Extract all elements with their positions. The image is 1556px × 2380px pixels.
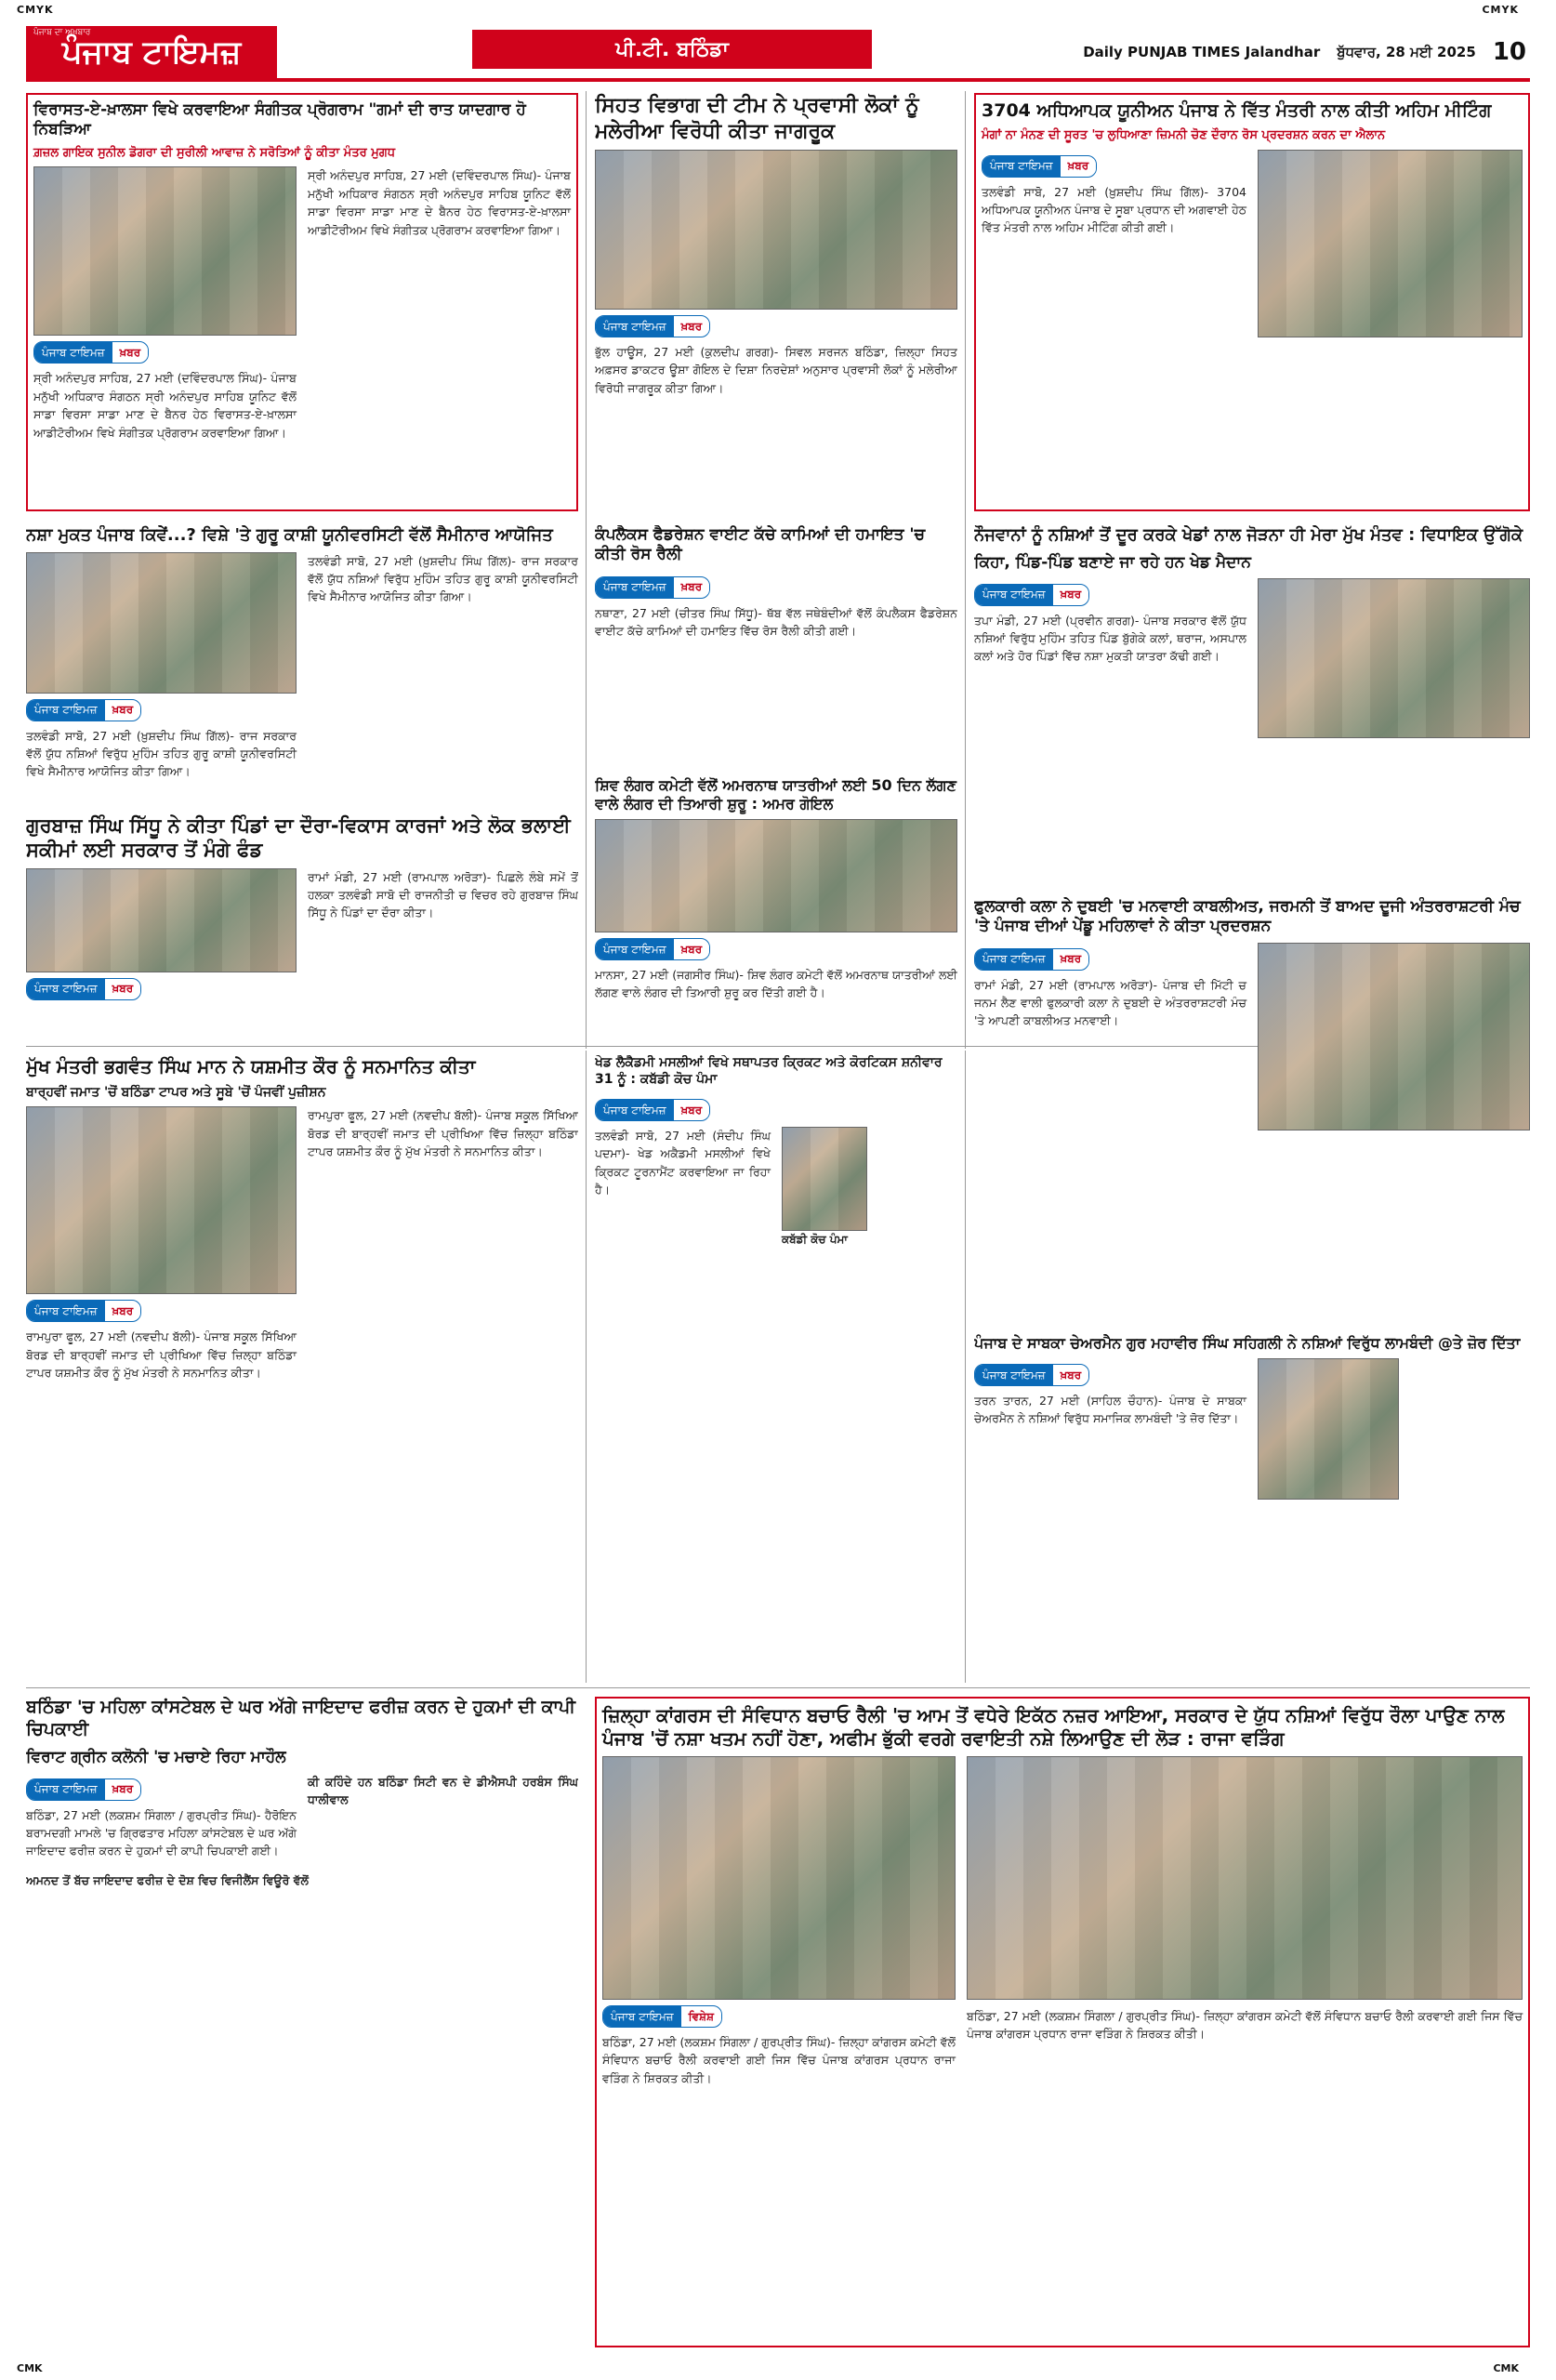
- story-constable-property-freeze: [26, 1697, 578, 2347]
- story-ex-chairman-drugs: [974, 1334, 1530, 1683]
- news-photo-crowd: [967, 1756, 1523, 2000]
- story-cm-honours-student: [26, 1055, 578, 1650]
- story-body-continued: ਸ੍ਰੀ ਅਨੰਦਪੁਰ ਸਾਹਿਬ, 27 ਮਈ (ਦਵਿੰਦਰਪਾਲ ਸਿੰਘ)- ਪੰਜਾਬ ਮਨੁੱਖੀ ਅਧਿਕਾਰ ਸੰਗਠਨ ਸ੍ਰੀ ਅਨੰਦਪੁਰ ਸਾਹਿਬ ਯੂਨਿਟ ਵੱਲੋਂ ਸਾਡਾ ਵਿਰਸਾ ਸਾਡਾ ਮਾਣ ਦੇ ਬੈਨਰ ਹੇਠ ਵਿਰਾਸਤ-ਏ-ਖ਼ਾਲਸਾ ਆਡੀਟੋਰੀਅਮ ਵਿਖੇ ਸੰਗੀਤਕ ਪ੍ਰੋਗਰਾਮ ਕਰਵਾਇਆ ਗਿਆ।: [308, 168, 571, 237]
- story-body: ਰਾਮਾਂ ਮੰਡੀ, 27 ਮਈ (ਰਾਮਪਾਲ ਅਰੋੜਾ)- ਪਿਛਲੇ ਲੰਬੇ ਸਮੇਂ ਤੋਂ ਹਲਕਾ ਤਲਵੰਡੀ ਸਾਬੋ ਦੀ ਰਾਜਨੀਤੀ ਚ ਵਿਚਰ ਰਹੇ ਗੁਰਬਾਜ਼ ਸਿੰਘ ਸਿੱਧੂ ਨੇ ਪਿੰਡਾਂ ਦਾ ਦੌਰਾ ਕੀਤਾ।: [308, 869, 578, 920]
- headline: ਬਠਿੰਡਾ 'ਚ ਮਹਿਲਾ ਕਾਂਸਟੇਬਲ ਦੇ ਘਰ ਅੱਗੇ ਜਾਇਦਾਦ ਫਰੀਜ਼ ਕਰਨ ਦੇ ਹੁਕਮਾਂ ਦੀ ਕਾਪੀ ਚਿਪਕਾਈ: [26, 1697, 575, 1739]
- headline: ਨਸ਼ਾ ਮੁਕਤ ਪੰਜਾਬ ਕਿਵੇਂ...? ਵਿਸ਼ੇ 'ਤੇ ਗੁਰੂ ਕਾਸ਼ੀ ਯੂਨੀਵਰਸਿਟੀ ਵੱਲੋਂ ਸੈਮੀਨਾਰ ਆਯੋਜਿਤ: [26, 525, 553, 545]
- story-body: ਤਲਵੰਡੀ ਸਾਬੋ, 27 ਮਈ (ਸੰਦੀਪ ਸਿੰਘ ਪਦਮਾ)- ਖੇਡ ਅਕੈਡਮੀ ਮਸਲੀਆਂ ਵਿਖੇ ਕ੍ਰਿਕਟ ਟੂਰਨਾਮੈਂਟ ਕਰਵਾਇਆ ਜਾ ਰਿਹਾ ਹੈ।: [595, 1129, 771, 1197]
- subheadline: ਮੰਗਾਂ ਨਾ ਮੰਨਣ ਦੀ ਸੂਰਤ 'ਚ ਲੁਧਿਆਣਾ ਜ਼ਿਮਨੀ ਚੋਣ ਦੌਰਾਨ ਰੋਸ ਪ੍ਰਦਰਸ਼ਨ ਕਰਨ ਦਾ ਐਲਾਨ: [982, 127, 1386, 142]
- story-teachers-union-meeting: [974, 93, 1530, 511]
- headline: ਨੌਜਵਾਨਾਂ ਨੂੰ ਨਸ਼ਿਆਂ ਤੋਂ ਦੂਰ ਕਰਕੇ ਖੇਡਾਂ ਨਾਲ ਜੋੜਨਾ ਹੀ ਮੇਰਾ ਮੁੱਖ ਮੰਤਵ : ਵਿਧਾਇਕ ਉੱਗੋਕੇ: [974, 525, 1523, 545]
- column-divider: [965, 1051, 966, 1683]
- story-body-continued: ਰਾਮਪੁਰਾ ਫੂਲ, 27 ਮਈ (ਨਵਦੀਪ ਬੱਲੀ)- ਪੰਜਾਬ ਸਕੂਲ ਸਿੱਖਿਆ ਬੋਰਡ ਦੀ ਬਾਰ੍ਹਵੀਂ ਜਮਾਤ ਦੀ ਪ੍ਰੀਖਿਆ ਵਿੱਚ ਜ਼ਿਲ੍ਹਾ ਬਠਿੰਡਾ ਟਾਪਰ ਯਸ਼ਮੀਤ ਕੌਰ ਨੂੰ ਮੁੱਖ ਮੰਤਰੀ ਨੇ ਸਨਮਾਨਿਤ ਕੀਤਾ।: [308, 1108, 578, 1158]
- registration-mark-top-right: CMYK: [1482, 4, 1519, 16]
- edition-label: ਪੀ.ਟੀ. ਬਠਿੰਡਾ: [472, 30, 872, 69]
- byline: ਪੰਜਾਬ ਟਾਇਮਜ਼ ਖ਼ਬਰ: [26, 699, 141, 721]
- byline: ਪੰਜਾਬ ਟਾਇਮਜ਼ ਖ਼ਬਰ: [33, 341, 149, 364]
- news-photo: [595, 819, 957, 932]
- issue-date: ਬੁੱਧਵਾਰ, 28 ਮਈ 2025: [1337, 44, 1476, 60]
- brand-name: ਪੰਜਾਬ ਟਾਇਮਜ਼: [61, 33, 242, 71]
- masthead: [26, 26, 1530, 82]
- story-drug-free-seminar: [26, 525, 578, 804]
- story-body: ਤਲਵੰਡੀ ਸਾਬੋ, 27 ਮਈ (ਖ਼ੁਸ਼ਦੀਪ ਸਿੰਘ ਗਿੱਲ)- 3704 ਅਧਿਆਪਕ ਯੂਨੀਅਨ ਪੰਜਾਬ ਦੇ ਸੂਬਾ ਪ੍ਰਧਾਨ ਦੀ ਅਗਵਾਈ ਹੇਠ ਵਿੱਤ ਮੰਤਰੀ ਨਾਲ ਅਹਿਮ ਮੀਟਿੰਗ ਕੀਤੀ ਗਈ।: [982, 184, 1246, 235]
- brand-logo: [26, 26, 277, 78]
- story-body: ਤਪਾ ਮੰਡੀ, 27 ਮਈ (ਪ੍ਰਵੀਨ ਗਰਗ)- ਪੰਜਾਬ ਸਰਕਾਰ ਵੱਲੋਂ ਯੁੱਧ ਨਸ਼ਿਆਂ ਵਿਰੁੱਧ ਮੁਹਿੰਮ ਤਹਿਤ ਪਿੰਡ ਬੁੱਗੇਕੇ ਕਲਾਂ, ਥਰਾਜ, ਅਸਪਾਲ ਕਲਾਂ ਅਤੇ ਹੋਰ ਪਿੰਡਾਂ ਵਿੱਚ ਨਸ਼ਾ ਮੁਕਤੀ ਯਾਤਰਾ ਕੱਢੀ ਗਈ।: [974, 613, 1246, 664]
- news-photo: [26, 1106, 297, 1294]
- story-body: ਰਾਮਾਂ ਮੰਡੀ, 27 ਮਈ (ਰਾਮਪਾਲ ਅਰੋੜਾ)- ਪੰਜਾਬ ਦੀ ਮਿੱਟੀ ਚ ਜਨਮ ਲੈਣ ਵਾਲੀ ਫੁਲਕਾਰੀ ਕਲਾ ਨੇ ਦੁਬਈ ਦੇ ਅੰਤਰਰਾਸ਼ਟਰੀ ਮੰਚ 'ਤੇ ਆਪਣੀ ਕਾਬਲੀਅਤ ਮਨਵਾਈ।: [974, 977, 1246, 1028]
- sidebar-box-title-2: ਅਮਨਦ ਤੋਂ ਬੱਚ ਜਾਇਦਾਦ ਫਰੀਜ਼ ਦੇ ਦੋਸ਼ ਵਿਚ ਵਿਜੀਲੈਂਸ ਵਿਊਰੋ ਵੱਲੋਂ: [26, 1872, 309, 1887]
- registration-mark-bottom-right: CMK: [1493, 2362, 1519, 2374]
- page-number: 10: [1492, 38, 1526, 66]
- headline: ਪੰਜਾਬ ਦੇ ਸਾਬਕਾ ਚੇਅਰਮੈਨ ਗੁਰ ਮਹਾਵੀਰ ਸਿੰਘ ਸਹਿਗਲੀ ਨੇ ਨਸ਼ਿਆਂ ਵਿਰੁੱਧ ਲਾਮਬੰਦੀ @ਤੇ ਜ਼ੋਰ ਦਿੱਤਾ: [974, 1334, 1521, 1352]
- headline: ਕੰਪਲੈਕਸ ਫੈਡਰੇਸ਼ਨ ਵਾਈਟ ਕੱਚੇ ਕਾਮਿਆਂ ਦੀ ਹਮਾਇਤ 'ਚ ਕੀਤੀ ਰੋਸ ਰੈਲੀ: [595, 525, 926, 564]
- brand-tagline: ਪੰਜਾਬ ਦਾ ਅਖ਼ਬਾਰ: [33, 28, 91, 37]
- headline: ਖੇਡ ਲੈਕੈਡਮੀ ਮਸਲੀਆਂ ਵਿਖੇ ਸਥਾਪਤਰ ਕ੍ਰਿਕਟ ਅਤੇ ਕੋਰਟਿਕਸ ਸ਼ਨੀਵਾਰ 31 ਨੂੰ : ਕਬੱਡੀ ਕੋਚ ਪੰਮਾ: [595, 1055, 943, 1087]
- byline: ਪੰਜਾਬ ਟਾਇਮਜ਼ ਖ਼ਬਰ: [982, 155, 1097, 178]
- news-photo: [26, 868, 297, 972]
- byline: ਪੰਜਾਬ ਟਾਇਮਜ਼ ਖ਼ਬਰ: [974, 1364, 1089, 1386]
- byline: ਪੰਜਾਬ ਟਾਇਮਜ਼ ਖ਼ਬਰ: [26, 978, 141, 1000]
- story-body: ਭੁੱਲ ਹਾਊਸ, 27 ਮਈ (ਕੁਲਦੀਪ ਗਰਗ)- ਸਿਵਲ ਸਰਜਨ ਬਠਿੰਡਾ, ਜ਼ਿਲ੍ਹਾ ਸਿਹਤ ਅਫ਼ਸਰ ਡਾਕਟਰ ਊਸ਼ਾ ਗੋਇਲ ਦੇ ਦਿਸ਼ਾ ਨਿਰਦੇਸ਼ਾਂ ਅਨੁਸਾਰ ਪ੍ਰਵਾਸੀ ਲੋਕਾਂ ਨੂੰ ਮਲੇਰੀਆ ਵਿਰੋਧੀ ਜਾਗਰੂਕ ਕੀਤਾ ਗਿਆ।: [595, 345, 957, 395]
- story-body: ਬਠਿੰਡਾ, 27 ਮਈ (ਲਕਸ਼ਮ ਸਿੰਗਲਾ / ਗੁਰਪ੍ਰੀਤ ਸਿੰਘ)- ਹੈਰੋਇਨ ਬਰਾਮਦਗੀ ਮਾਮਲੇ 'ਚ ਗ੍ਰਿਫਤਾਰ ਮਹਿਲਾ ਕਾਂਸਟੇਬਲ ਦੇ ਘਰ ਅੱਗੇ ਜਾਇਦਾਦ ਫਰੀਜ਼ ਕਰਨ ਦੇ ਹੁਕਮਾਂ ਦੀ ਕਾਪੀ ਚਿਪਕਾਈ ਗਈ।: [26, 1807, 297, 1858]
- sidebar-box-title: ਕੀ ਕਹਿੰਦੇ ਹਨ ਬਠਿੰਡਾ ਸਿਟੀ ਵਨ ਦੇ ਡੀਐਸਪੀ ਹਰਬੰਸ ਸਿੰਘ ਧਾਲੀਵਾਲ: [308, 1774, 578, 1806]
- registration-mark-bottom-left: CMK: [17, 2362, 43, 2374]
- headline: ਸ਼ਿਵ ਲੰਗਰ ਕਮੇਟੀ ਵੱਲੋਂ ਅਮਰਨਾਥ ਯਾਤਰੀਆਂ ਲਈ 50 ਦਿਨ ਲੱਗਣ ਵਾਲੇ ਲੰਗਰ ਦੀ ਤਿਆਰੀ ਸ਼ੁਰੂ : ਅਮਰ ਗੋਇਲ: [595, 776, 956, 813]
- story-body: ਨਥਾਣਾ, 27 ਮਈ (ਚੀਤਰ ਸਿੰਘ ਸਿੱਧੂ)- ਥੱਬ ਵੱਲ ਜਥੇਬੰਦੀਆਂ ਵੱਲੋਂ ਕੰਪਲੈਕਸ ਫੈਡਰੇਸ਼ਨ ਵਾਈਟ ਕੱਚੇ ਕਾਮਿਆਂ ਦੀ ਹਮਾਇਤ ਵਿੱਚ ਰੋਸ ਰੈਲੀ ਕੀਤੀ ਗਈ।: [595, 605, 957, 638]
- byline: ਪੰਜਾਬ ਟਾਇਮਜ਼ ਖ਼ਬਰ: [595, 1099, 710, 1121]
- column-divider: [965, 91, 966, 1049]
- headline: ਵਿਰਾਸਤ-ਏ-ਖ਼ਾਲਸਾ ਵਿਖੇ ਕਰਵਾਇਆ ਸੰਗੀਤਕ ਪ੍ਰੋਗਰਾਮ "ਗਮਾਂ ਦੀ ਰਾਤ ਯਾਦਗਾਰ ਹੋ ਨਿਬੜਿਆ: [33, 100, 526, 139]
- story-body-continued: ਬਠਿੰਡਾ, 27 ਮਈ (ਲਕਸ਼ਮ ਸਿੰਗਲਾ / ਗੁਰਪ੍ਰੀਤ ਸਿੰਘ)- ਜ਼ਿਲ੍ਹਾ ਕਾਂਗਰਸ ਕਮੇਟੀ ਵੱਲੋਂ ਸੰਵਿਧਾਨ ਬਚਾਓ ਰੈਲੀ ਕਰਵਾਈ ਗਈ ਜਿਸ ਵਿੱਚ ਪੰਜਾਬ ਕਾਂਗਰਸ ਪ੍ਰਧਾਨ ਰਾਜਾ ਵੜਿੰਗ ਨੇ ਸ਼ਿਰਕਤ ਕੀਤੀ।: [967, 2009, 1523, 2042]
- photo-caption: ਕਬੱਡੀ ਕੋਚ ਪੰਮਾ: [782, 1233, 848, 1246]
- story-amarnath-langar: [595, 776, 957, 1041]
- story-body-continued: ਤਲਵੰਡੀ ਸਾਬੋ, 27 ਮਈ (ਖ਼ੁਸ਼ਦੀਪ ਸਿੰਘ ਗਿੱਲ)- ਰਾਜ ਸਰਕਾਰ ਵੱਲੋਂ ਯੁੱਧ ਨਸ਼ਿਆਂ ਵਿਰੁੱਧ ਮੁਹਿੰਮ ਤਹਿਤ ਗੁਰੂ ਕਾਸ਼ੀ ਯੂਨੀਵਰਸਿਟੀ ਵਿਖੇ ਸੈਮੀਨਾਰ ਆਯੋਜਿਤ ਕੀਤਾ ਗਿਆ।: [308, 553, 578, 604]
- story-body: ਤਲਵੰਡੀ ਸਾਬੋ, 27 ਮਈ (ਖ਼ੁਸ਼ਦੀਪ ਸਿੰਘ ਗਿੱਲ)- ਰਾਜ ਸਰਕਾਰ ਵੱਲੋਂ ਯੁੱਧ ਨਸ਼ਿਆਂ ਵਿਰੁੱਧ ਮੁਹਿੰਮ ਤਹਿਤ ਗੁਰੂ ਕਾਸ਼ੀ ਯੂਨੀਵਰਸਿਟੀ ਵਿਖੇ ਸੈਮੀਨਾਰ ਆਯੋਜਿਤ ਕੀਤਾ ਗਿਆ।: [26, 728, 297, 779]
- subheadline: ਵਿਰਾਟ ਗ੍ਰੀਨ ਕਲੋਨੀ 'ਚ ਮਚਾਏ ਰਿਹਾ ਮਾਹੌਲ: [26, 1747, 286, 1766]
- byline: ਪੰਜਾਬ ਟਾਇਮਜ਼ ਖ਼ਬਰ: [595, 938, 710, 960]
- news-photo: [33, 166, 297, 336]
- story-body: ਤਰਨ ਤਾਰਨ, 27 ਮਈ (ਸਾਹਿਲ ਚੌਹਾਨ)- ਪੰਜਾਬ ਦੇ ਸਾਬਕਾ ਚੇਅਰਮੈਨ ਨੇ ਨਸ਼ਿਆਂ ਵਿਰੁੱਧ ਸਮਾਜਿਕ ਲਾਮਬੰਦੀ 'ਤੇ ਜ਼ੋਰ ਦਿੱਤਾ।: [974, 1394, 1246, 1426]
- paper-name: Daily PUNJAB TIMES Jalandhar: [1083, 44, 1321, 60]
- story-village-visit: [26, 813, 578, 1041]
- byline: ਪੰਜਾਬ ਟਾਇਮਜ਼ ਖ਼ਬਰ: [974, 948, 1089, 971]
- byline: ਪੰਜਾਬ ਟਾਇਮਜ਼ ਵਿਸ਼ੇਸ਼: [602, 2005, 722, 2028]
- byline: ਪੰਜਾਬ ਟਾਇਮਜ਼ ਖ਼ਬਰ: [26, 1778, 141, 1801]
- headline: ਮੁੱਖ ਮੰਤਰੀ ਭਗਵੰਤ ਸਿੰਘ ਮਾਨ ਨੇ ਯਸ਼ਮੀਤ ਕੌਰ ਨੂੰ ਸਨਮਾਨਿਤ ਕੀਤਾ: [26, 1055, 476, 1078]
- portrait-photo: [782, 1127, 867, 1231]
- byline: ਪੰਜਾਬ ਟਾਇਮਜ਼ ਖ਼ਬਰ: [595, 576, 710, 599]
- byline: ਪੰਜਾਬ ਟਾਇਮਜ਼ ਖ਼ਬਰ: [26, 1300, 141, 1322]
- headline: ਸਿਹਤ ਵਿਭਾਗ ਦੀ ਟੀਮ ਨੇ ਪ੍ਰਵਾਸੀ ਲੋਕਾਂ ਨੂੰ ਮਲੇਰੀਆ ਵਿਰੋਧੀ ਕੀਤਾ ਜਾਗਰੂਕ: [595, 94, 919, 143]
- headline: ਗੁਰਬਾਜ਼ ਸਿੰਘ ਸਿੱਧੂ ਨੇ ਕੀਤਾ ਪਿੰਡਾਂ ਦਾ ਦੌਰਾ-ਵਿਕਾਸ ਕਾਰਜਾਂ ਅਤੇ ਲੋਕ ਭਲਾਈ ਸਕੀਮਾਂ ਲਈ ਸਰਕਾਰ ਤੋਂ ਮੰਗੇ ਫੰਡ: [26, 814, 571, 862]
- story-phulkari-dubai: [974, 897, 1530, 1325]
- column-divider: [586, 1051, 587, 1683]
- news-photo: [602, 1756, 956, 2000]
- subheadline: ਗ਼ਜ਼ਲ ਗਾਇਕ ਸੁਨੀਲ ਡੋਗਰਾ ਦੀ ਸੁਰੀਲੀ ਆਵਾਜ਼ ਨੇ ਸਰੋਤਿਆਂ ਨੂੰ ਕੀਤਾ ਮੰਤਰ ਮੁਗਧ: [33, 145, 396, 160]
- headline: ਜ਼ਿਲ੍ਹਾ ਕਾਂਗਰਸ ਦੀ ਸੰਵਿਧਾਨ ਬਚਾਓ ਰੈਲੀ 'ਚ ਆਮ ਤੋਂ ਵਧੇਰੇ ਇਕੱਠ ਨਜ਼ਰ ਆਇਆ, ਸਰਕਾਰ ਦੇ ਯੁੱਧ ਨਸ਼ਿਆਂ ਵਿਰੁੱਧ ਰੌਲਾ ਪਾਉਣ ਨਾਲ ਪੰਜਾਬ 'ਚੋਂ ਨਸ਼ਾ ਖਤਮ ਨਹੀਂ ਹੋਣਾ, ਅਫੀਮ ਭੁੱਕੀ ਵਰਗੇ ਰਵਾਇਤੀ ਨਸ਼ੇ ਲਿਆਉਣ ਦੀ ਲੋੜ : ਰਾਜਾ ਵੜਿੰਗ: [602, 1704, 1505, 1750]
- story-cricket-tournament: [595, 1055, 957, 1650]
- news-photo: [1258, 150, 1523, 337]
- page-meta: [1083, 26, 1530, 78]
- story-body: ਰਾਮਪੁਰਾ ਫੂਲ, 27 ਮਈ (ਨਵਦੀਪ ਬੱਲੀ)- ਪੰਜਾਬ ਸਕੂਲ ਸਿੱਖਿਆ ਬੋਰਡ ਦੀ ਬਾਰ੍ਹਵੀਂ ਜਮਾਤ ਦੀ ਪ੍ਰੀਖਿਆ ਵਿੱਚ ਜ਼ਿਲ੍ਹਾ ਬਠਿੰਡਾ ਟਾਪਰ ਯਸ਼ਮੀਤ ਕੌਰ ਨੂੰ ਮੁੱਖ ਮੰਤਰੀ ਨੇ ਸਨਮਾਨਿਤ ਕੀਤਾ।: [26, 1329, 297, 1380]
- news-photo: [595, 150, 957, 310]
- byline: ਪੰਜਾਬ ਟਾਇਮਜ਼ ਖ਼ਬਰ: [974, 584, 1089, 606]
- portrait-photo: [1258, 1358, 1399, 1500]
- byline: ਪੰਜਾਬ ਟਾਇਮਜ਼ ਖ਼ਬਰ: [595, 315, 710, 337]
- story-protest-rally: [595, 525, 957, 767]
- story-body: ਮਾਨਸਾ, 27 ਮਈ (ਜਗਸੀਰ ਸਿੰਘ)- ਸ਼ਿਵ ਲੰਗਰ ਕਮੇਟੀ ਵੱਲੋਂ ਅਮਰਨਾਥ ਯਾਤਰੀਆਂ ਲਈ ਲੱਗਣ ਵਾਲੇ ਲੰਗਰ ਦੀ ਤਿਆਰੀ ਸ਼ੁਰੂ ਕਰ ਦਿੱਤੀ ਗਈ ਹੈ।: [595, 968, 957, 1000]
- story-congress-rally: [595, 1697, 1530, 2347]
- subheadline: ਕਿਹਾ, ਪਿੰਡ-ਪਿੰਡ ਬਣਾਏ ਜਾ ਰਹੇ ਹਨ ਖੇਡ ਮੈਦਾਨ: [974, 552, 1251, 572]
- story-virasat-concert: [26, 93, 578, 511]
- headline: 3704 ਅਧਿਆਪਕ ਯੂਨੀਅਨ ਪੰਜਾਬ ਨੇ ਵਿੱਤ ਮੰਤਰੀ ਨਾਲ ਕੀਤੀ ਅਹਿਮ ਮੀਟਿੰਗ: [982, 100, 1492, 121]
- column-divider: [586, 91, 587, 1049]
- story-malaria-awareness: [595, 93, 957, 511]
- news-photo: [1258, 943, 1530, 1130]
- headline: ਫੁਲਕਾਰੀ ਕਲਾ ਨੇ ਦੁਬਈ 'ਚ ਮਨਵਾਈ ਕਾਬਲੀਅਤ, ਜਰਮਨੀ ਤੋਂ ਬਾਅਦ ਦੂਜੀ ਅੰਤਰਰਾਸ਼ਟਰੀ ਮੰਚ 'ਤੇ ਪੰਜਾਬ ਦੀਆਂ ਪੇਂਡੂ ਮਹਿਲਾਵਾਂ ਨੇ ਕੀਤਾ ਪ੍ਰਦਰਸ਼ਨ: [974, 897, 1521, 936]
- news-photo: [26, 552, 297, 694]
- news-photo: [1258, 578, 1530, 738]
- row-divider: [26, 1687, 1530, 1688]
- story-body: ਸ੍ਰੀ ਅਨੰਦਪੁਰ ਸਾਹਿਬ, 27 ਮਈ (ਦਵਿੰਦਰਪਾਲ ਸਿੰਘ)- ਪੰਜਾਬ ਮਨੁੱਖੀ ਅਧਿਕਾਰ ਸੰਗਠਨ ਸ੍ਰੀ ਅਨੰਦਪੁਰ ਸਾਹਿਬ ਯੂਨਿਟ ਵੱਲੋਂ ਸਾਡਾ ਵਿਰਸਾ ਸਾਡਾ ਮਾਣ ਦੇ ਬੈਨਰ ਹੇਠ ਵਿਰਾਸਤ-ਏ-ਖ਼ਾਲਸਾ ਆਡੀਟੋਰੀਅਮ ਵਿਖੇ ਸੰਗੀਤਕ ਪ੍ਰੋਗਰਾਮ ਕਰਵਾਇਆ ਗਿਆ।: [33, 371, 297, 440]
- story-body: ਬਠਿੰਡਾ, 27 ਮਈ (ਲਕਸ਼ਮ ਸਿੰਗਲਾ / ਗੁਰਪ੍ਰੀਤ ਸਿੰਘ)- ਜ਼ਿਲ੍ਹਾ ਕਾਂਗਰਸ ਕਮੇਟੀ ਵੱਲੋਂ ਸੰਵਿਧਾਨ ਬਚਾਓ ਰੈਲੀ ਕਰਵਾਈ ਗਈ ਜਿਸ ਵਿੱਚ ਪੰਜਾਬ ਕਾਂਗਰਸ ਪ੍ਰਧਾਨ ਰਾਜਾ ਵੜਿੰਗ ਨੇ ਸ਼ਿਰਕਤ ਕੀਤੀ।: [602, 2035, 956, 2085]
- story-mla-sports: [974, 525, 1530, 888]
- subheadline: ਬਾਰ੍ਹਵੀਂ ਜਮਾਤ 'ਚੋਂ ਬਠਿੰਡਾ ਟਾਪਰ ਅਤੇ ਸੂਬੇ 'ਚੋਂ ਪੰਜਵੀਂ ਪੁਜ਼ੀਸ਼ਨ: [26, 1085, 326, 1100]
- registration-mark-top-left: CMYK: [17, 4, 54, 16]
